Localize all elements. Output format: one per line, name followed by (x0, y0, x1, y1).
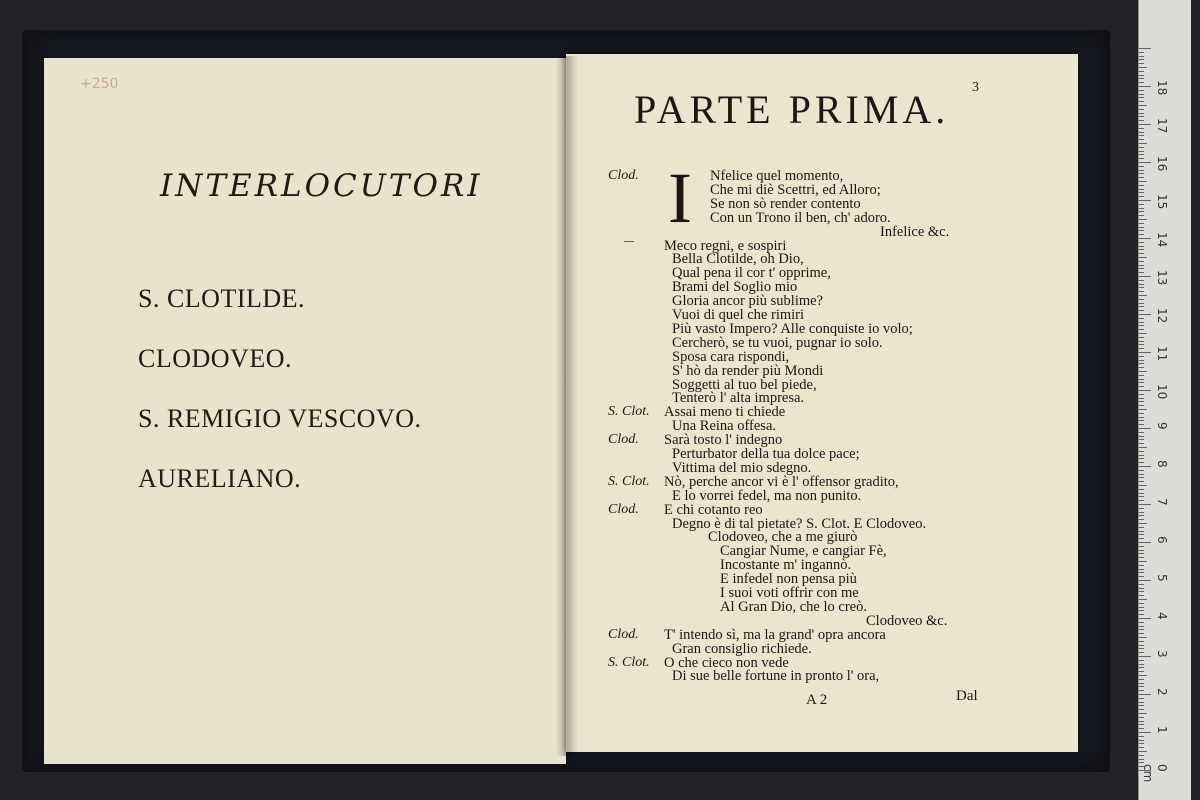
ruler-tick (1139, 736, 1144, 737)
ruler-tick (1139, 306, 1144, 307)
ruler-tick (1139, 341, 1144, 342)
ruler-tick (1139, 333, 1147, 334)
speaker-label: S. Clot. (608, 404, 650, 420)
ruler-tick (1139, 151, 1144, 152)
ruler-tick (1139, 724, 1144, 725)
ruler-tick (1139, 645, 1144, 646)
ruler-tick (1139, 618, 1151, 619)
speaker-label: Clod. (608, 168, 639, 183)
speaker-label: Clod. (608, 501, 639, 517)
ruler-tick (1139, 591, 1144, 592)
verse-line: Degno è di tal pietate? S. Clot. E Clodoveo. (672, 515, 927, 532)
ruler-label: 6 (1155, 536, 1169, 544)
ruler-tick (1139, 500, 1144, 501)
ruler-tick (1139, 105, 1147, 106)
ruler-tick (1139, 550, 1144, 551)
ruler-tick (1139, 86, 1151, 87)
ruler-tick (1139, 740, 1144, 741)
ruler-tick (1139, 439, 1144, 440)
ruler-tick (1139, 143, 1147, 144)
ruler-tick (1139, 576, 1144, 577)
ruler-tick (1139, 679, 1144, 680)
speaker-dash (624, 241, 634, 242)
ruler-tick (1139, 637, 1147, 638)
ruler-tick (1139, 732, 1151, 733)
ruler-tick (1139, 166, 1144, 167)
verse-line: Al Gran Dio, che lo creò. (720, 598, 867, 615)
ruler-tick (1139, 512, 1144, 513)
ruler-tick (1139, 208, 1144, 209)
verse-line: Perturbator della tua dolce pace; (672, 446, 860, 462)
ruler-tick (1139, 686, 1144, 687)
ruler-tick (1139, 295, 1147, 296)
verse-line: I suoi voti offrir con me (720, 585, 859, 601)
ruler-tick (1139, 493, 1144, 494)
ruler-tick (1139, 318, 1144, 319)
ruler-tick (1139, 59, 1144, 60)
ruler-tick (1139, 268, 1144, 269)
ruler-label: 1 (1155, 726, 1169, 734)
ruler-label: 16 (1155, 156, 1169, 172)
ruler-tick (1139, 181, 1147, 182)
ruler-tick (1139, 413, 1144, 414)
ruler-tick (1139, 721, 1144, 722)
ruler-tick (1139, 443, 1144, 444)
verse-line: Gran consiglio richiede. (672, 640, 812, 657)
page-number: 3 (972, 80, 979, 95)
ruler-tick (1139, 261, 1144, 262)
cast-heading: INTERLOCUTORI (160, 168, 483, 204)
ruler-tick (1139, 470, 1144, 471)
verse-line: Bella Clotilde, oh Dio, (672, 251, 804, 268)
ruler-tick (1139, 177, 1144, 178)
ruler-label: 18 (1155, 80, 1169, 96)
ruler-tick (1139, 135, 1144, 136)
measuring-ruler (1138, 0, 1191, 800)
catchword: Dal (956, 688, 978, 704)
ruler-tick (1139, 538, 1144, 539)
ruler-tick (1139, 116, 1144, 117)
ruler-tick (1139, 690, 1144, 691)
ruler-tick (1139, 553, 1144, 554)
ruler-label: 4 (1155, 612, 1169, 620)
ruler-label: 0 cm (1141, 764, 1169, 783)
cast-name-remigio: S. REMIGIO VESCOVO. (138, 404, 422, 433)
ruler-tick (1139, 242, 1144, 243)
ruler-tick (1139, 755, 1144, 756)
ruler-label: 8 (1155, 460, 1169, 468)
ruler-tick (1139, 561, 1147, 562)
verse-line: Cercherò, se tu vuoi, pugnar io solo. (672, 334, 883, 351)
ruler-tick (1139, 139, 1144, 140)
ruler-label: 3 (1155, 650, 1169, 658)
ruler-tick (1139, 265, 1144, 266)
ruler-tick (1139, 63, 1144, 64)
ruler-tick (1139, 572, 1144, 573)
ruler-tick (1139, 386, 1144, 387)
ruler-tick (1139, 466, 1151, 467)
ruler-tick (1139, 474, 1144, 475)
ruler-tick (1139, 234, 1144, 235)
ruler-tick (1139, 71, 1144, 72)
verse-line: Con un Trono il ben, ch' adoro. (710, 209, 891, 226)
ruler-tick (1139, 215, 1144, 216)
ruler-label: 7 (1155, 498, 1169, 506)
ruler-tick (1139, 162, 1151, 163)
verse-line: Se non sò render contento (710, 195, 861, 212)
ruler-tick (1139, 211, 1144, 212)
ruler-tick (1139, 394, 1144, 395)
ruler-tick (1139, 641, 1144, 642)
ruler-tick (1139, 599, 1147, 600)
ruler-tick (1139, 97, 1144, 98)
ruler-tick (1139, 580, 1151, 581)
ruler-tick (1139, 660, 1144, 661)
ruler-tick (1139, 379, 1144, 380)
ruler-tick (1139, 629, 1144, 630)
verse-line: Una Reina offesa. (672, 418, 777, 435)
verse-line: Nfelice quel momento, (710, 168, 844, 184)
ruler-tick (1139, 109, 1144, 110)
ruler-tick (1139, 713, 1147, 714)
signature-mark: A 2 (806, 692, 828, 708)
verse-line: O che cieco non vede (664, 654, 789, 671)
ruler-tick (1139, 90, 1144, 91)
ruler-tick (1139, 496, 1144, 497)
ruler-tick (1139, 367, 1144, 368)
ruler-tick (1139, 424, 1144, 425)
ruler-tick (1139, 717, 1144, 718)
ruler-tick (1139, 489, 1144, 490)
ruler-tick (1139, 280, 1144, 281)
ruler-tick (1139, 527, 1144, 528)
verse-line: Vittima del mio sdegno. (672, 459, 812, 476)
ruler-tick (1139, 405, 1144, 406)
ruler-tick (1139, 52, 1144, 53)
ruler-tick (1139, 132, 1144, 133)
ruler-tick (1139, 113, 1144, 114)
ruler-tick (1139, 728, 1144, 729)
verse-line: E infedel non pensa più (720, 571, 857, 588)
ruler-tick (1139, 356, 1144, 357)
ruler-tick (1139, 436, 1144, 437)
ruler-tick (1139, 671, 1144, 672)
verse-line: Brami del Soglio mio (672, 279, 798, 296)
ruler-tick (1139, 447, 1147, 448)
pencil-annotation: +250 (80, 76, 119, 92)
verse-line: Nò, perche ancor vi è l' offensor gradito, (664, 473, 899, 490)
ruler-tick (1139, 246, 1144, 247)
verse-line: S' hò da render più Mondi (672, 362, 824, 379)
ruler-tick (1139, 94, 1144, 95)
ruler-tick (1139, 128, 1144, 129)
ruler-tick (1139, 371, 1147, 372)
ruler-label: 17 (1155, 118, 1169, 134)
verse-line: Sposa cara rispondi, (672, 348, 790, 365)
ruler-tick (1139, 458, 1144, 459)
ruler-tick (1139, 648, 1144, 649)
ruler-label: 10 (1155, 384, 1169, 400)
ruler-tick (1139, 223, 1144, 224)
ruler-tick (1139, 398, 1144, 399)
verse-line: Tenterò l' alta impresa. (672, 390, 805, 407)
ruler-tick (1139, 709, 1144, 710)
ruler-tick (1139, 485, 1147, 486)
ruler-tick (1139, 455, 1144, 456)
right-page (566, 54, 1078, 752)
verse-line: Di sue belle fortune in pronto l' ora, (672, 668, 880, 685)
ruler-tick (1139, 417, 1144, 418)
ruler-label: 9 (1155, 422, 1169, 430)
ruler-tick (1139, 409, 1147, 410)
ruler-tick (1139, 101, 1144, 102)
ruler-tick (1139, 120, 1144, 121)
verse-line: Clodoveo &c. (866, 612, 948, 629)
verse-line: Più vasto Impero? Alle conquiste io volo; (672, 320, 913, 337)
ruler-tick (1139, 519, 1144, 520)
ruler-tick (1139, 656, 1151, 657)
ruler-tick (1139, 401, 1144, 402)
ruler-tick (1139, 481, 1144, 482)
speaker-label: S. Clot. (608, 654, 650, 670)
ruler-tick (1139, 158, 1144, 159)
ruler-tick (1139, 534, 1144, 535)
ruler-tick (1139, 329, 1144, 330)
drop-cap: I (668, 158, 692, 238)
verse-line: Gloria ancor più sublime? (672, 293, 823, 310)
ruler-tick (1139, 515, 1144, 516)
ruler-tick (1139, 508, 1144, 509)
ruler-label: 2 (1155, 688, 1169, 696)
verse-line: Sarà tosto l' indegno (664, 432, 783, 449)
verse-line: E chi cotanto reo (664, 501, 763, 518)
ruler-tick (1139, 82, 1144, 83)
ruler-tick (1139, 287, 1144, 288)
ruler-tick (1139, 428, 1151, 429)
ruler-tick (1139, 633, 1144, 634)
speaker-label: S. Clot. (608, 473, 650, 489)
ruler-tick (1139, 204, 1144, 205)
ruler-tick (1139, 652, 1144, 653)
ruler-tick (1139, 462, 1144, 463)
ruler-tick (1139, 276, 1151, 277)
ruler-tick (1139, 626, 1144, 627)
ruler-tick (1139, 683, 1144, 684)
ruler-label: 11 (1155, 346, 1169, 362)
ruler-tick (1139, 189, 1144, 190)
ruler-tick (1139, 622, 1144, 623)
ruler-label: 15 (1155, 194, 1169, 210)
verse-line: Clodoveo, che a me giurò (708, 529, 858, 546)
ruler-label: 12 (1155, 308, 1169, 324)
verse-line: E lo vorrei fedel, ma non punito. (672, 487, 862, 504)
ruler-tick (1139, 432, 1144, 433)
ruler-tick (1139, 185, 1144, 186)
ruler-tick (1139, 584, 1144, 585)
ruler-tick (1139, 253, 1144, 254)
ruler-label: 14 (1155, 232, 1169, 248)
verse-line: Qual pena il cor t' opprime, (672, 265, 831, 282)
verse-line: Che mi diè Scettri, ed Alloro; (710, 181, 881, 198)
ruler-tick (1139, 299, 1144, 300)
ruler-tick (1139, 352, 1151, 353)
speaker-label: Clod. (608, 626, 639, 642)
verse-line: Assai meno ti chiede (664, 404, 786, 421)
ruler-tick (1139, 196, 1144, 197)
ruler-tick (1139, 675, 1147, 676)
ruler-tick (1139, 147, 1144, 148)
ruler-tick (1139, 743, 1144, 744)
verse-line: Incostante m' ingannò. (720, 557, 852, 574)
ruler-tick (1139, 375, 1144, 376)
ruler-tick (1139, 173, 1144, 174)
ruler-tick (1139, 303, 1144, 304)
ruler-tick (1139, 759, 1144, 760)
ruler-tick (1139, 249, 1144, 250)
ruler-tick (1139, 48, 1151, 49)
ruler-tick (1139, 420, 1144, 421)
ruler-tick (1139, 614, 1144, 615)
verse-line: Cangiar Nume, e cangiar Fè, (720, 543, 887, 560)
book-gutter (556, 56, 578, 756)
ruler-tick (1139, 272, 1144, 273)
cast-name-clodoveo: CLODOVEO. (138, 344, 292, 373)
ruler-tick (1139, 314, 1151, 315)
verse-line: Vuoi di quel che rimiri (672, 307, 805, 323)
verse-line: Soggetti al tuo bel piede, (672, 376, 817, 393)
ruler-tick (1139, 230, 1144, 231)
verse-line: Infelice &c. (880, 223, 950, 240)
ruler-tick (1139, 607, 1144, 608)
ruler-tick (1139, 610, 1144, 611)
ruler-tick (1139, 698, 1144, 699)
ruler-tick (1139, 75, 1144, 76)
ruler-tick (1139, 67, 1147, 68)
ruler-tick (1139, 504, 1151, 505)
cast-name-clotilde: S. CLOTILDE. (138, 284, 306, 313)
ruler-tick (1139, 238, 1151, 239)
ruler-tick (1139, 542, 1151, 543)
ruler-tick (1139, 154, 1144, 155)
ruler-tick (1139, 170, 1144, 171)
ruler-tick (1139, 310, 1144, 311)
ruler-tick (1139, 588, 1144, 589)
ruler-tick (1139, 337, 1144, 338)
ruler-tick (1139, 451, 1144, 452)
ruler-tick (1139, 348, 1144, 349)
ruler-tick (1139, 219, 1147, 220)
ruler-tick (1139, 569, 1144, 570)
ruler-tick (1139, 124, 1151, 125)
ruler-tick (1139, 257, 1147, 258)
page-title: PARTE PRIMA. (634, 87, 950, 132)
ruler-tick (1139, 603, 1144, 604)
ruler-tick (1139, 595, 1144, 596)
ruler-tick (1139, 747, 1144, 748)
ruler-tick (1139, 291, 1144, 292)
ruler-tick (1139, 546, 1144, 547)
ruler-tick (1139, 227, 1144, 228)
ruler-tick (1139, 565, 1144, 566)
ruler-tick (1139, 363, 1144, 364)
ruler-tick (1139, 477, 1144, 478)
ruler-tick (1139, 702, 1144, 703)
ruler-tick (1139, 200, 1151, 201)
ruler-label: 13 (1155, 270, 1169, 286)
ruler-label: 5 (1155, 574, 1169, 582)
ruler-tick (1139, 751, 1147, 752)
ruler-tick (1139, 284, 1144, 285)
ruler-tick (1139, 557, 1144, 558)
ruler-tick (1139, 667, 1144, 668)
ruler-tick (1139, 390, 1151, 391)
ruler-tick (1139, 664, 1144, 665)
ruler-tick (1139, 694, 1151, 695)
ruler-tick (1139, 56, 1144, 57)
ruler-tick (1139, 531, 1144, 532)
verse-line: T' intendo sì, ma la grand' opra ancora (664, 626, 886, 643)
cast-name-aureliano: AURELIANO. (138, 464, 302, 493)
ruler-tick (1139, 344, 1144, 345)
ruler-tick (1139, 322, 1144, 323)
ruler-tick (1139, 325, 1144, 326)
ruler-tick (1139, 523, 1147, 524)
ruler-tick (1139, 360, 1144, 361)
ruler-tick (1139, 78, 1144, 79)
ruler-tick (1139, 705, 1144, 706)
verse-line: Meco regni, e sospiri (664, 237, 787, 254)
ruler-tick (1139, 382, 1144, 383)
speaker-label: Clod. (608, 432, 639, 448)
ruler-tick (1139, 192, 1144, 193)
